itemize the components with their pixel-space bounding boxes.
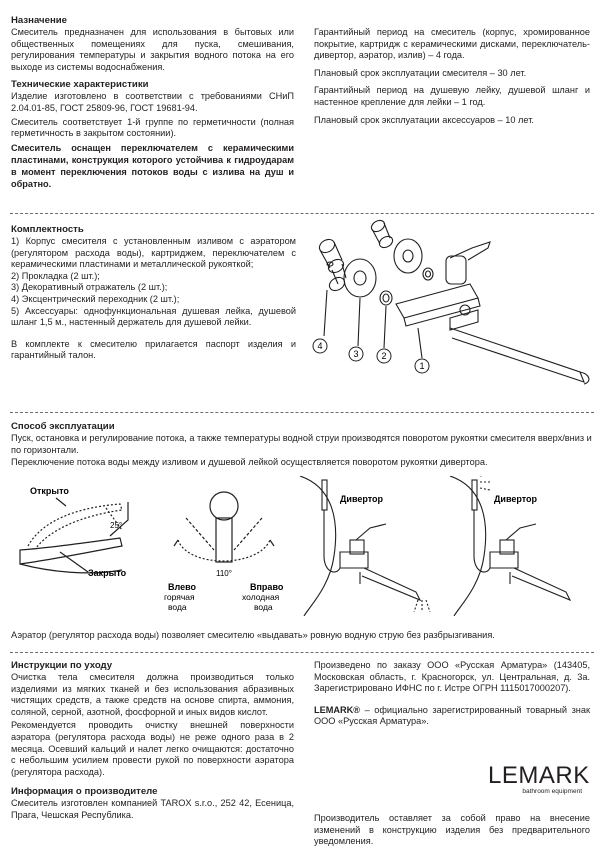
right-label: Вправо: [250, 582, 284, 592]
callout-3: 3: [353, 349, 359, 359]
kit-item-2: 2) Прокладка (2 шт.);: [11, 270, 100, 281]
angle-label: 25°: [110, 521, 123, 530]
logo-sub: bathroom equipment: [522, 788, 582, 795]
order-section: [314, 660, 590, 728]
right-cold: холодная: [242, 592, 280, 602]
brand-text: – официально зарегистрированный товарный знак ООО «Русская Арматура».: [314, 704, 590, 727]
warranty-p1: Гарантийный период на смеситель (корпус, хромированное покрытие, картридж с керамическими дисками, переключатель-дивертор, аэратор, излив) – 4 года.: [314, 27, 590, 61]
brand-statement: [314, 705, 590, 728]
purpose-section: [11, 15, 294, 190]
usage-section: [11, 421, 593, 469]
warranty-p3: Гарантийный период на душевую лейку, душевой шланг и настенное крепление для лейки – 1 год.: [314, 85, 590, 107]
eccentric-adapter-illustration-2: [369, 218, 394, 250]
lever-open-closed-diagram: [10, 480, 150, 590]
kit-title: Комплектность: [11, 224, 84, 235]
warranty-section: [314, 27, 590, 126]
callout-badges: [313, 339, 429, 373]
separator: [10, 213, 594, 214]
faucet-exploded-drawing: [300, 218, 600, 388]
callout-2: 2: [381, 351, 387, 361]
usage-p2: Переключение потока воды между изливом и душевой лейкой осуществляется поворотом рукоятки дивертора.: [11, 457, 488, 468]
separator: [10, 652, 594, 653]
eccentric-adapter-illustration: [317, 237, 347, 293]
open-label: Открыто: [30, 486, 69, 496]
care-p1: Очистка тела смесителя должна производиться только изделиями из мягких тканей и без использования абразивных чистящих средств, а также средств на основе спирта, аммония, соляной, серной, азотной, фосфорной и иных видов кислот.: [11, 672, 294, 717]
rotation-angle: 110°: [216, 569, 232, 578]
closed-label: Закрыто: [88, 568, 127, 578]
diverter-label-2: Дивертор: [494, 494, 538, 504]
aerator-note: Аэратор (регулятор расхода воды) позволяет смесителю «выдавать» ровную водную струю без разбрызгивания.: [11, 630, 495, 640]
reserve-text: Производитель оставляет за собой право на внесение изменений в конструкцию изделия без предварительного уведомления.: [314, 813, 590, 847]
tech-p2: Смеситель соответствует 1-й группе по герметичности (полная герметичность в закрытом состоянии).: [11, 116, 294, 139]
usage-title: Способ эксплуатации: [11, 421, 115, 432]
kit-item-5: 5) Аксессуары: однофункциональная душевая лейка, душевой шланг 1,5 м., настенный держатель для душевой лейки.: [11, 305, 296, 328]
purpose-title: Назначение: [11, 15, 67, 26]
care-section: [11, 660, 294, 822]
kit-item-3: 3) Декоративный отражатель (2 шт.);: [11, 282, 168, 293]
kit-item-1: 1) Корпус смесителя с установленным изливом с аэратором (регулятором расхода воды), картриджем, переключателем с керамическими пластинами и металлической рукояткой;: [11, 236, 296, 270]
lemark-logo: [488, 764, 588, 800]
warranty-p4: Плановый срок эксплуатации аксессуаров – 10 лет.: [314, 114, 534, 125]
diverter-label-1: Дивертор: [340, 494, 384, 504]
left-label: Влево: [168, 582, 197, 592]
right-water: вода: [254, 602, 273, 612]
purpose-text: Смеситель предназначен для использования в бытовых или общественных помещениях для пуска, смешивания, регулирования температуры и закрытия водного потока на его выходе из системы водоснабжения.: [11, 27, 294, 72]
usage-p1: Пуск, остановка и регулирование потока, а также температуры водной струи производятся поворотом рукоятки смесителя вверх/вниз и по горизонтали.: [11, 433, 592, 455]
tech-title: Технические характеристики: [11, 79, 149, 91]
separator: [10, 412, 594, 413]
logo-main: LEMARK: [488, 762, 590, 789]
kit-item-4: 4) Эксцентрический переходник (2 шт.);: [11, 293, 180, 304]
care-title: Инструкции по уходу: [11, 660, 113, 671]
diverter-spout-diagram: [300, 476, 450, 616]
left-hot: горячая: [164, 592, 195, 602]
callout-4: 4: [317, 341, 323, 351]
kit-note: В комплекте к смесителю прилагается паспорт изделия и гарантийный талон.: [11, 338, 296, 361]
brand-name: LEMARK®: [314, 704, 361, 715]
tech-p1: Изделие изготовлено в соответствии с требованиями СНиП 2.04.01-85, ГОСТ 25809-96, ГОСТ 19681-94.: [11, 91, 294, 113]
kit-section: [11, 224, 296, 362]
order-text: Произведено по заказу ООО «Русская Арматура» (143405, Московская область, г. Красногорск, ул. Центральная, д. 3а. Зарегистрировано ИФНС по г. Истре ОГРН 1115017000207).: [314, 660, 590, 694]
lever-rotation-diagram: [158, 480, 298, 615]
maker-title: Информация о производителе: [11, 786, 158, 798]
maker-text: Смеситель изготовлен компанией TAROX s.r.o., 252 42, Есеница, Прага, Чешская Республика.: [11, 798, 294, 820]
diverter-shower-diagram: [450, 476, 600, 616]
callout-1: 1: [419, 361, 425, 371]
care-p2: Рекомендуется проводить очистку внешней поверхности аэратора (регулятора расхода воды) не реже одного раза в 2 месяца. Осевший кальций и налет легко очищаются: достаточно с небольшим усилием провести рукой по поверхности аэратора (регулятора расхода).: [11, 720, 294, 777]
reserve-block: [314, 813, 590, 848]
aerator-note-block: [11, 630, 593, 642]
tech-p3: Смеситель оснащен переключателем с керамическими пластинами, конструкция которого устойчива к гидроударам в момент переключения потоков воды с излива на душ и обратно.: [11, 142, 294, 189]
left-water: вода: [168, 602, 187, 612]
warranty-p2: Плановый срок эксплуатации смесителя – 30 лет.: [314, 67, 527, 78]
gasket-illustration: [380, 268, 433, 305]
